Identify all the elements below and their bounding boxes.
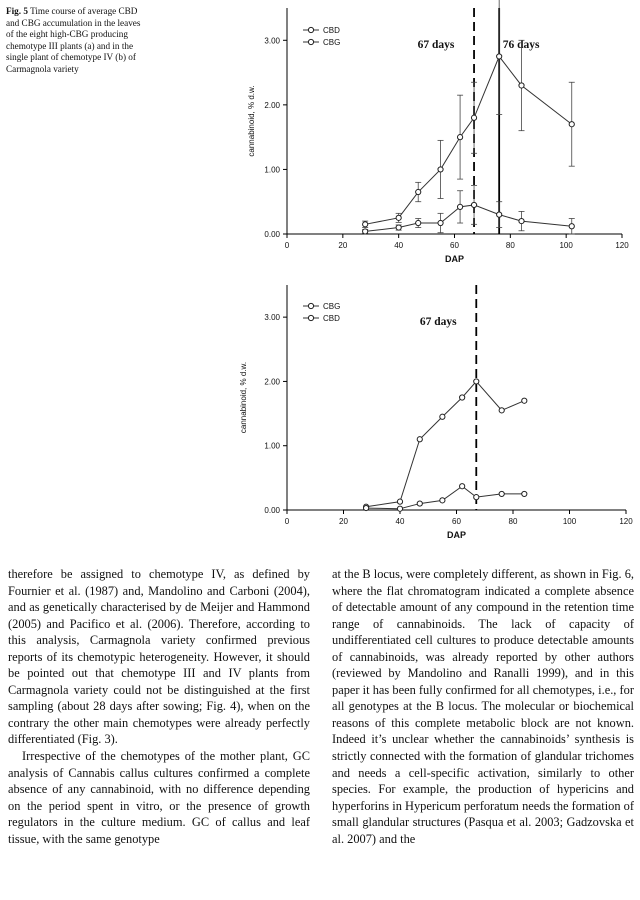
legend-marker — [308, 315, 313, 320]
data-point — [440, 414, 445, 419]
data-point — [438, 167, 443, 172]
y-tick-label: 2.00 — [264, 377, 280, 387]
x-tick-label: 80 — [505, 241, 515, 250]
figure-label: Fig. 5 — [6, 6, 28, 16]
x-tick-label: 40 — [394, 241, 404, 250]
text-column-left — [8, 566, 310, 847]
annotation-label: 76 days — [502, 39, 540, 51]
y-tick-label: 3.00 — [264, 36, 280, 46]
data-point — [457, 135, 462, 140]
series-line — [365, 56, 572, 224]
legend-marker — [308, 27, 313, 32]
legend-marker — [308, 303, 313, 308]
x-tick-label: 40 — [395, 517, 405, 526]
data-point — [396, 215, 401, 220]
data-point — [474, 379, 479, 384]
y-tick-label: 2.00 — [264, 100, 280, 110]
legend-label: CBG — [323, 38, 341, 47]
data-point — [519, 83, 524, 88]
x-tick-label: 0 — [284, 517, 290, 526]
y-tick-label: 3.00 — [264, 313, 280, 323]
series-line — [366, 381, 524, 506]
data-point — [416, 220, 421, 225]
data-point — [457, 204, 462, 209]
figure-caption-text: Time course of average CBD and CBG accumulation in the leaves of the eight high-CBG producing chemotype III plants (a) and in the single plant of chemotype IV (b) of Carmagnola variety — [6, 6, 141, 74]
x-tick-label: 120 — [615, 241, 629, 250]
x-tick-label: 60 — [450, 241, 459, 250]
y-tick-label: 0.00 — [264, 230, 280, 239]
data-point — [364, 505, 369, 510]
annotation-label: 67 days — [419, 316, 457, 328]
data-point — [499, 491, 504, 496]
paragraph: at the B locus, were completely different, as shown in Fig. 6, where the flat chromatogram indicated a complete absence of detectable amount of any compound in the retention time range of cannabinoids. The lack of capacity of undifferentiated cell cultures to produce detectable amounts of cannabinoids, was already reported by other authors (reviewed by Mandolino and Ranalli 1999), and in this paper it has been fully confirmed for all chemotypes, i.e., for all genotypes at the B locus. The molecular or biochemical reasons of this complete metabolic block are not known. Indeed it’s unclear whether the cannabinoids’ synthesis is strictly connected with the formation of glandular trichomes and needs a cell-specific activation, similarly to other species. For example, the production of hypericins and hyperforins in Hypericum perforatum needs the formation of small glandular structures (Pasqua et al. 2003; Gadzovska et al. 2007) and the — [332, 567, 634, 846]
x-tick-label: 60 — [452, 517, 461, 526]
data-point — [497, 212, 502, 217]
data-point — [499, 408, 504, 413]
y-axis-label: cannabinoid, % d.w. — [239, 361, 248, 434]
x-tick-label: 100 — [559, 241, 573, 250]
legend-label: CBD — [323, 314, 340, 323]
y-axis-label: cannabinoid, % d.w. — [247, 85, 256, 157]
x-tick-label: 100 — [562, 517, 577, 526]
data-point — [460, 395, 465, 400]
data-point — [569, 224, 574, 229]
y-tick-label: 1.00 — [264, 441, 280, 451]
x-tick-label: 120 — [619, 517, 633, 526]
x-tick-label: 20 — [339, 517, 348, 526]
legend-marker — [308, 39, 313, 44]
paragraph: therefore be assigned to chemotype IV, as defined by Fournier et al. (1987) and, Mandolino and Carboni (2004), and as genetically characterised by de Meijer and Hammond (2005) and Pacifico et al. (2006). Therefore, according to this analysis, Carmagnola variety confirmed previous reports of its chemotypic heterogeneity. However, it should be pointed out that chemotype III and IV plants from Carmagnola variety could not be distinguished at the first sampling (about 28 days after sowing; Fig. 4), when on the contrary the other main chemotypes were already perfectly differentiated (Fig. 3). — [8, 567, 310, 747]
data-point — [417, 437, 422, 442]
series-line — [366, 486, 524, 509]
y-tick-label: 1.00 — [264, 165, 280, 175]
data-point — [416, 189, 421, 194]
data-point — [438, 220, 443, 225]
data-point — [460, 484, 465, 489]
paragraph: Irrespective of the chemotypes of the mother plant, GC analysis of Cannabis callus cultures confirmed a complete absence of any cannabinoid, with no difference depending on the period spent in vitro, or the presence of growth regulators in the culture medium. GC of callus and leaf tissue, with the same genotype — [8, 749, 310, 846]
data-point — [474, 495, 479, 500]
data-point — [497, 54, 502, 59]
x-axis-label: DAP — [444, 254, 465, 264]
x-tick-label: 20 — [338, 241, 348, 250]
y-tick-label: 0.00 — [264, 506, 280, 515]
data-point — [417, 501, 422, 506]
text-column-right — [332, 566, 634, 847]
data-point — [522, 398, 527, 403]
x-tick-label: 0 — [284, 241, 290, 250]
data-point — [471, 115, 476, 120]
data-point — [363, 229, 368, 234]
x-tick-label: 80 — [508, 517, 518, 526]
data-point — [519, 218, 524, 223]
legend-label: CBG — [323, 302, 341, 311]
data-point — [569, 122, 574, 127]
data-point — [440, 498, 445, 503]
data-point — [397, 506, 402, 511]
annotation-label: 67 days — [417, 39, 455, 51]
data-point — [471, 202, 476, 207]
data-point — [522, 491, 527, 496]
data-point — [397, 499, 402, 504]
data-point — [363, 222, 368, 227]
legend-label: CBD — [323, 26, 340, 35]
data-point — [396, 225, 401, 230]
x-axis-label: DAP — [446, 530, 467, 540]
